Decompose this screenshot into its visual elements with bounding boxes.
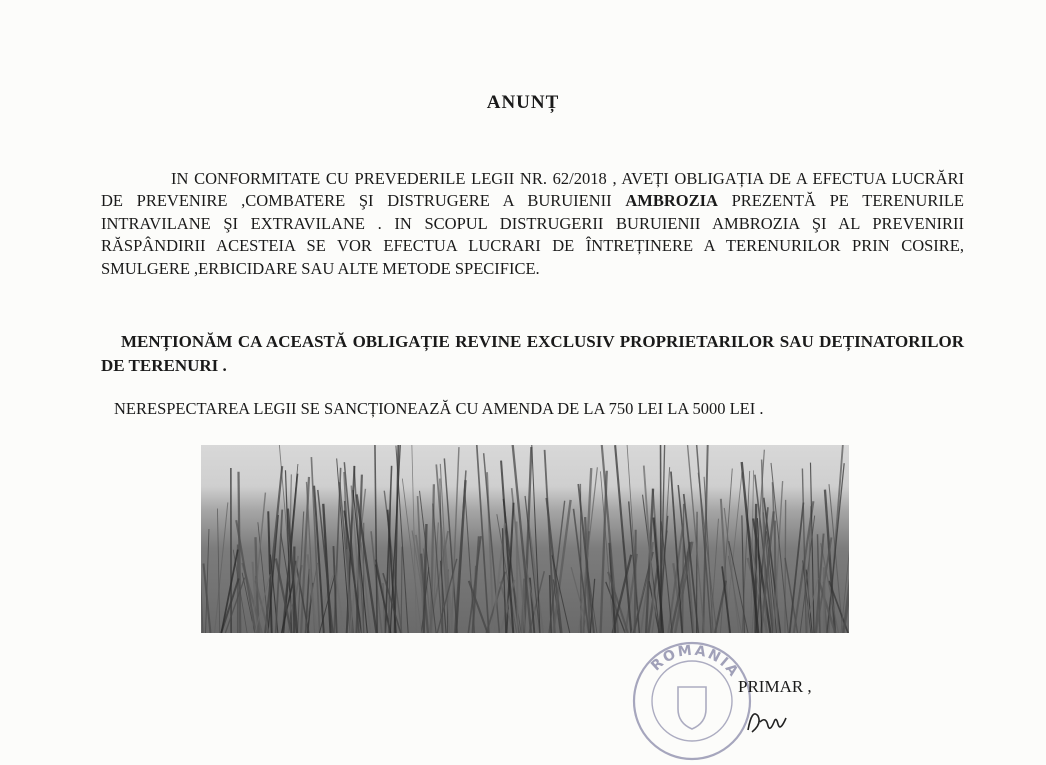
mayor-signoff: PRIMAR , — [738, 677, 812, 696]
stamp-text: ROMANIA — [648, 642, 743, 681]
mayor-signature-icon — [738, 700, 798, 737]
official-stamp-icon — [628, 637, 756, 765]
ambrozia-bold: AMBROZIA — [625, 191, 718, 211]
obligation-text-rest: PREZENTĂ PE TERENURILE INTRAVILANE ŞI EXTRAVILANE . IN SCOPUL DISTRUGERII BURUIENII AMBROZIA ŞI AL PREVENIRII RĂSPÂNDIRII ACESTEIA SE VOR EFECTUA LUCRARI DE ÎNTREȚINERE A TERENURILOR PRIN COSIRE, SMULGERE ,ERBICIDARE SAU ALTE METODE SPECIFICE. — [101, 191, 964, 278]
announcement-title: ANUNȚ — [486, 92, 560, 113]
penalty-paragraph: NERESPECTAREA LEGII SE SANCȚIONEAZĂ CU AMENDA DE LA 750 LEI LA 5000 LEI . — [114, 399, 764, 418]
obligation-text: IN CONFORMITATE CU PREVEDERILE LEGII NR. 62/2018 , AVEȚI OBLIGAȚIA DE A EFECTUA LUCRĂRI DE PREVENIRE ,COMBATERE ŞI DISTRUGERE A BURUIENII — [101, 169, 964, 211]
owners-text: MENȚIONĂM CA ACEASTĂ OBLIGAȚIE REVINE EXCLUSIV PROPRIETARILOR SAU DEȚINATORILOR DE TERENURI . — [101, 332, 964, 375]
owners-responsibility-paragraph — [101, 330, 964, 378]
ambrosia-plants-photo — [201, 445, 849, 633]
obligation-paragraph — [101, 168, 964, 280]
